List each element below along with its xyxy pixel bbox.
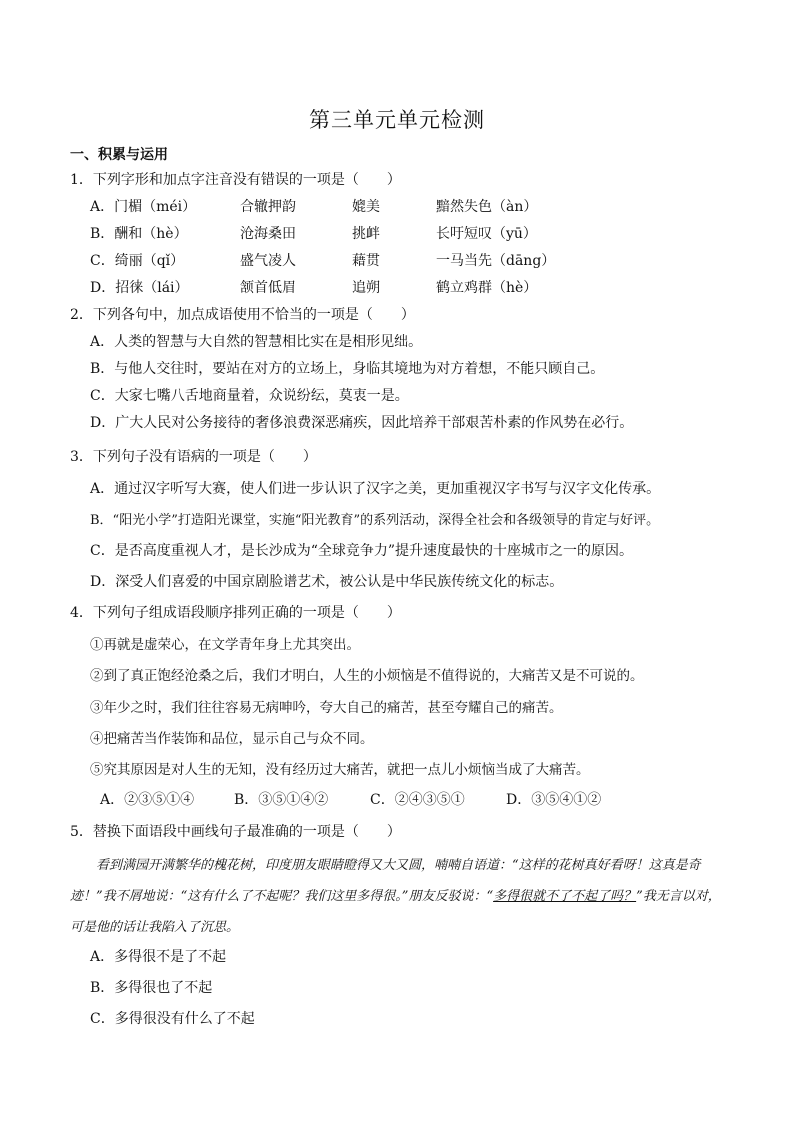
q1-option-d: D．招徕（lái） <box>90 280 189 296</box>
q1-word: 长吁短叹（yū） <box>436 226 537 242</box>
q1-word: 鹤立鸡群（hè） <box>436 280 538 296</box>
q5-option-c: C．多得很没有什么了不起 <box>90 1011 255 1027</box>
q3-option-d: D．深受人们喜爱的中国京剧脸谱艺术，被公认是中华民族传统文化的标志。 <box>90 574 564 590</box>
q1-option-a: A．门楣（méi） <box>90 199 197 215</box>
q1-word: 挑衅 <box>352 226 380 242</box>
q1-word: 沧海桑田 <box>240 226 296 242</box>
passage-text: 看到满园开满繁华的槐花树，印度朋友眼睛瞪得又大又圆，喃喃自语道：“这样的花树真好看呀！这真是奇迹！”我不屑地说：“这有什么了不起呢？我们这里多得很。”朋友反驳说：“ <box>70 858 701 904</box>
page-title: 第三单元单元检测 <box>309 108 485 132</box>
section-heading: 一、积累与运用 <box>70 147 168 163</box>
q1-word: 藉贯 <box>352 253 380 269</box>
q2-option-c: C．大家七嘴八舌地商量着，众说纷纭，莫衷一是。 <box>90 388 409 404</box>
q3-option-b: B．“阳光小学”打造阳光课堂，实施“阳光教育”的系列活动，深得全社会和各级领导的肯定与好评。 <box>90 513 660 528</box>
q3-option-c: C．是否高度重视人才，是长沙成为“全球竞争力”提升速度最快的十座城市之一的原因。 <box>90 543 634 559</box>
q4-choice-b: B．③⑤①④② <box>234 792 329 808</box>
q4-choice-c: C．②④③⑤① <box>370 792 465 808</box>
q4-choice-a: A．②③⑤①④ <box>100 792 195 808</box>
q1-word: 媲美 <box>352 199 380 215</box>
q5-option-b: B．多得很也了不起 <box>90 980 213 996</box>
q1-word: 颔首低眉 <box>240 280 296 296</box>
q1-word: 合辙押韵 <box>240 199 296 215</box>
q2-option-d: D．广大人民对公务接待的奢侈浪费深恶痛疾，因此培养干部艰苦朴素的作风势在必行。 <box>90 415 634 431</box>
question-5-stem: 5．替换下面语段中画线句子最准确的一项是（ ） <box>70 824 401 840</box>
q5-passage <box>70 850 726 943</box>
question-3-stem: 3．下列句子没有语病的一项是（ ） <box>70 449 317 465</box>
q4-sentence-2: ②到了真正饱经沧桑之后，我们才明白，人生的小烦恼是不值得说的，大痛苦又是不可说的。 <box>90 668 644 684</box>
question-2-stem: 2．下列各句中，加点成语使用不恰当的一项是（ ） <box>70 307 415 323</box>
q2-option-a: A．人类的智慧与大自然的智慧相比实在是相形见绌。 <box>90 334 423 350</box>
q1-word: 一马当先（dāng） <box>436 253 556 269</box>
q1-word: 追朔 <box>352 280 380 296</box>
q4-sentence-4: ④把痛苦当作装饰和品位，显示自己与众不同。 <box>90 731 374 747</box>
q1-word: 盛气凌人 <box>240 253 296 269</box>
q4-sentence-1: ①再就是虚荣心，在文学青年身上尤其突出。 <box>90 637 360 653</box>
q4-sentence-5: ⑤究其原因是对人生的无知，没有经历过大痛苦，就把一点儿小烦恼当成了大痛苦。 <box>90 762 590 778</box>
q1-word: 黯然失色（àn） <box>436 199 538 215</box>
q3-option-a: A．通过汉字听写大赛，使人们进一步认识了汉字之美，更加重视汉字书写与汉字文化传承。 <box>90 481 661 497</box>
q1-option-c: C．绮丽（qǐ） <box>90 253 185 269</box>
underlined-sentence: 多得很就不了不起了吗？ <box>493 889 637 904</box>
q5-option-a: A．多得很不是了不起 <box>90 949 227 965</box>
question-4-stem: 4．下列句子组成语段顺序排列正确的一项是（ ） <box>70 605 401 621</box>
question-1-stem: 1．下列字形和加点字注音没有错误的一项是（ ） <box>70 172 401 188</box>
passage-text: ”我无言以对，可是他的话让我陷入了沉思。 <box>70 889 721 935</box>
q2-option-b: B．与他人交往时，要站在对方的立场上，身临其境地为对方着想，不能只顾自己。 <box>90 361 605 377</box>
q4-sentence-3: ③年少之时，我们往往容易无病呻吟，夸大自己的痛苦，甚至夸耀自己的痛苦。 <box>90 700 563 716</box>
q1-option-b: B．酬和（hè） <box>90 226 188 242</box>
q4-choice-d: D．③⑤④①② <box>506 792 602 808</box>
